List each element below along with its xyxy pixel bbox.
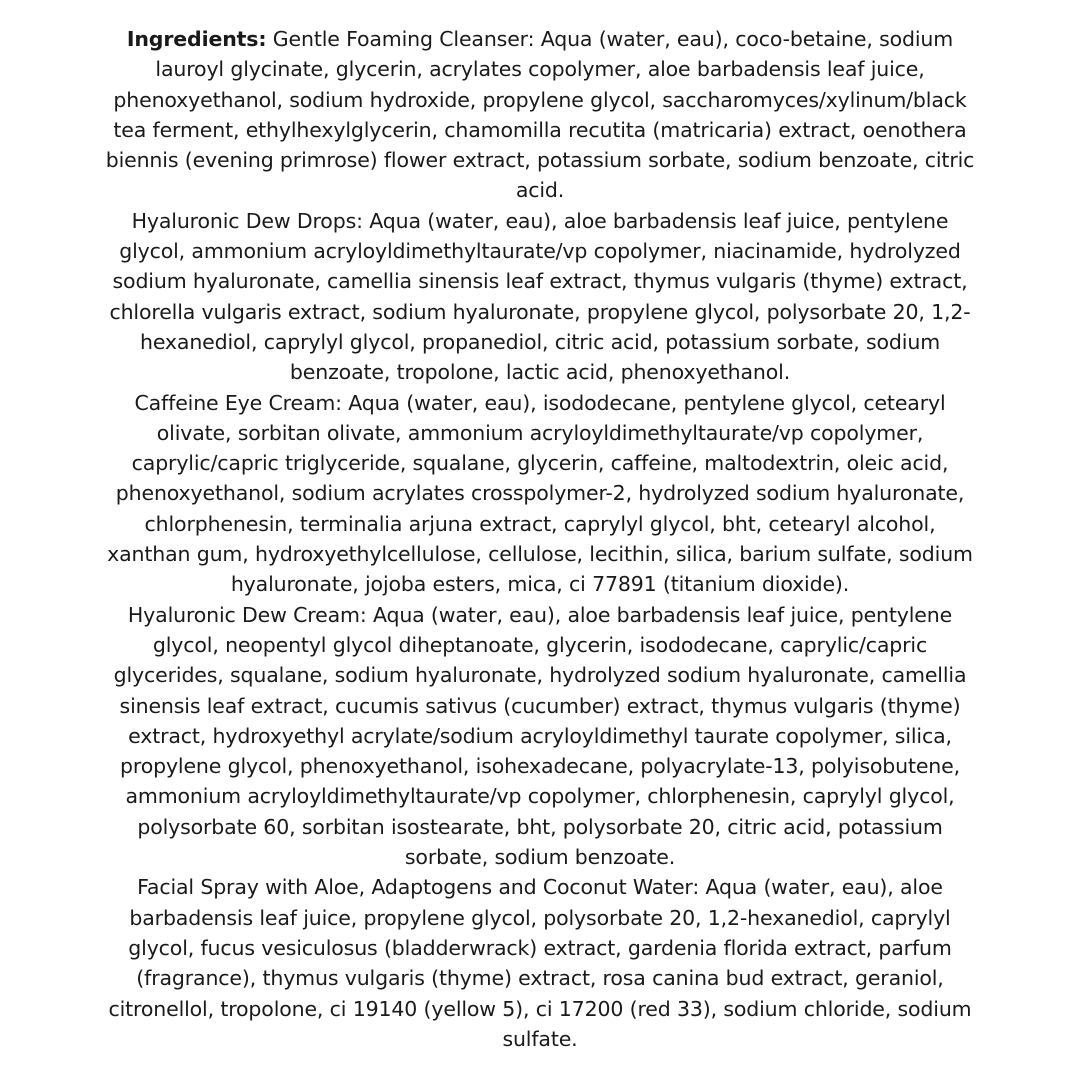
ingredients-paragraph-dew-cream: Hyaluronic Dew Cream: Aqua (water, eau), aloe barbadensis leaf juice, pentylene glycol, neopentyl glycol diheptanoate, glycerin, isododecane, caprylic/capric glycerides, squalane, sodium hyaluronate, hydrolyzed sodium hyaluronate, camellia sinensis leaf extract, cucumis sativus (cucumber) extract, thymus vulgaris (thyme) extract, hydroxyethyl acrylate/sodium acryloyldimethyl taurate copolymer, silica, propylene glycol, phenoxyethanol, isohexadecane, polyacrylate-13, polyisobutene, ammonium acryloyldimethyltaurate/vp copolymer, chlorphenesin, caprylyl glycol, polysorbate 60, sorbitan isostearate, bht, polysorbate 20, citric acid, potassium sorbate, sodium benzoate. [113, 602, 967, 870]
ingredients-paragraph-eye-cream: Caffeine Eye Cream: Aqua (water, eau), isododecane, pentylene glycol, cetearyl olivate, sorbitan olivate, ammonium acryloyldimethyltaurate/vp copolymer, caprylic/capric triglyceride, squalane, glycerin, caffeine, maltodextrin, oleic acid, phenoxyethanol, sodium acrylates crosspolymer-2, hydrolyzed sodium hyaluronate, chlorphenesin, terminalia arjuna extract, caprylyl glycol, bht, cetearyl alcohol, xanthan gum, hydroxyethylcellulose, cellulose, lecithin, silica, barium sulfate, sodium hyaluronate, jojoba esters, mica, ci 77891 (titanium dioxide). [107, 390, 973, 597]
ingredients-paragraph-facial-spray: Facial Spray with Aloe, Adaptogens and Coconut Water: Aqua (water, eau), aloe barbadensis leaf juice, propylene glycol, polysorbate 20, 1,2-hexanediol, caprylyl glycol, fucus vesiculosus (bladderwrack) extract, gardenia florida extract, parfum (fragrance), thymus vulgaris (thyme) extract, rosa canina bud extract, geraniol, citronellol, tropolone, ci 19140 (yellow 5), ci 17200 (red 33), sodium chloride, sodium sulfate. [108, 875, 972, 1051]
ingredients-document [100, 24, 980, 1054]
ingredients-paragraph-dew-drops: Hyaluronic Dew Drops: Aqua (water, eau), aloe barbadensis leaf juice, pentylene glycol, ammonium acryloyldimethyltaurate/vp copolymer, niacinamide, hydrolyzed sodium hyaluronate, camellia sinensis leaf extract, thymus vulgaris (thyme) extract, chlorella vulgaris extract, sodium hyaluronate, propylene glycol, polysorbate 20, 1,2-hexanediol, caprylyl glycol, propanediol, citric acid, potassium sorbate, sodium benzoate, tropolone, lactic acid, phenoxyethanol. [109, 208, 971, 385]
cleanser-ingredients-text: Gentle Foaming Cleanser: Aqua (water, eau), coco-betaine, sodium lauroyl glycinate, glycerin, acrylates copolymer, aloe barbadensis leaf juice, phenoxyethanol, sodium hydroxide, propylene glycol, saccharomyces/xylinum/black tea ferment, ethylhexylglycerin, chamomilla recutita (matricaria) extract, oenothera biennis (evening primrose) flower extract, potassium sorbate, sodium benzoate, citric acid. [105, 27, 975, 203]
ingredients-label: Ingredients: [126, 27, 267, 51]
ingredients-paragraph-cleanser [100, 24, 980, 206]
